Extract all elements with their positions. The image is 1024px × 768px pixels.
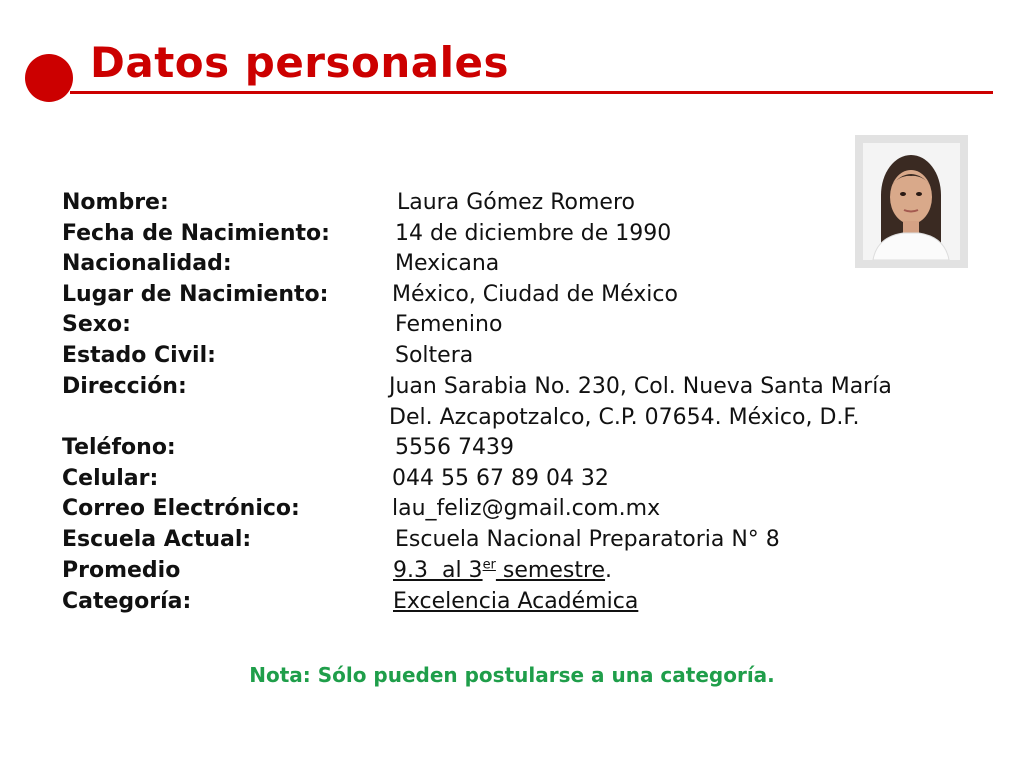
field-label: Teléfono: [62,435,176,460]
promedio-number: 9.3 al 3 [393,558,483,583]
field-label: Promedio [62,558,181,583]
field-row-promedio [62,556,982,586]
field-row-fecha-nacimiento [62,219,982,249]
title-bullet [25,54,73,102]
field-row-celular [62,464,982,494]
field-row-telefono [62,433,982,463]
field-value: Escuela Nacional Preparatoria N° 8 [395,527,780,552]
promedio-semestre: semestre [495,558,606,583]
title-underline [70,91,993,94]
field-row-nacionalidad [62,249,982,279]
footnote: Nota: Sólo pueden postularse a una categoría. [249,663,775,687]
field-label: Escuela Actual: [62,527,252,552]
field-row-estado-civil [62,341,982,371]
field-row-nombre [62,188,982,218]
field-label: Fecha de Nacimiento: [62,221,330,246]
field-value: Mexicana [395,251,500,276]
field-row-lugar-nacimiento [62,280,982,310]
field-label: Sexo: [62,312,131,337]
field-value: Femenino [395,312,503,337]
field-value: 5556 7439 [395,435,514,460]
field-label: Dirección: [62,374,187,399]
field-value: Juan Sarabia No. 230, Col. Nueva Santa María [389,374,892,399]
field-row-sexo [62,310,982,340]
field-label: Nombre: [62,190,169,215]
field-value: Soltera [395,343,474,368]
field-row-categoria [62,587,982,617]
field-label: Nacionalidad: [62,251,232,276]
promedio-ordinal: er [482,557,496,573]
field-row-correo [62,494,982,524]
field-row-direccion [62,372,982,402]
field-label: Correo Electrónico: [62,496,300,521]
categoria-value: Excelencia Académica [393,589,639,614]
promedio-period: . [605,558,613,583]
field-value: México, Ciudad de México [392,282,678,307]
field-label: Lugar de Nacimiento: [62,282,329,307]
field-value: 14 de diciembre de 1990 [395,221,672,246]
field-value: Laura Gómez Romero [397,190,635,215]
field-label: Categoría: [62,589,192,614]
field-value: Del. Azcapotzalco, C.P. 07654. México, D.F. [389,405,860,430]
field-label: Celular: [62,466,159,491]
field-value: 044 55 67 89 04 32 [392,466,609,491]
field-row-escuela [62,525,982,555]
page-title: Datos personales [90,38,509,87]
promedio-value [393,556,612,586]
email-value: lau_feliz@gmail.com.mx [392,496,661,521]
field-row-direccion-line2 [62,403,982,433]
field-label: Estado Civil: [62,343,216,368]
